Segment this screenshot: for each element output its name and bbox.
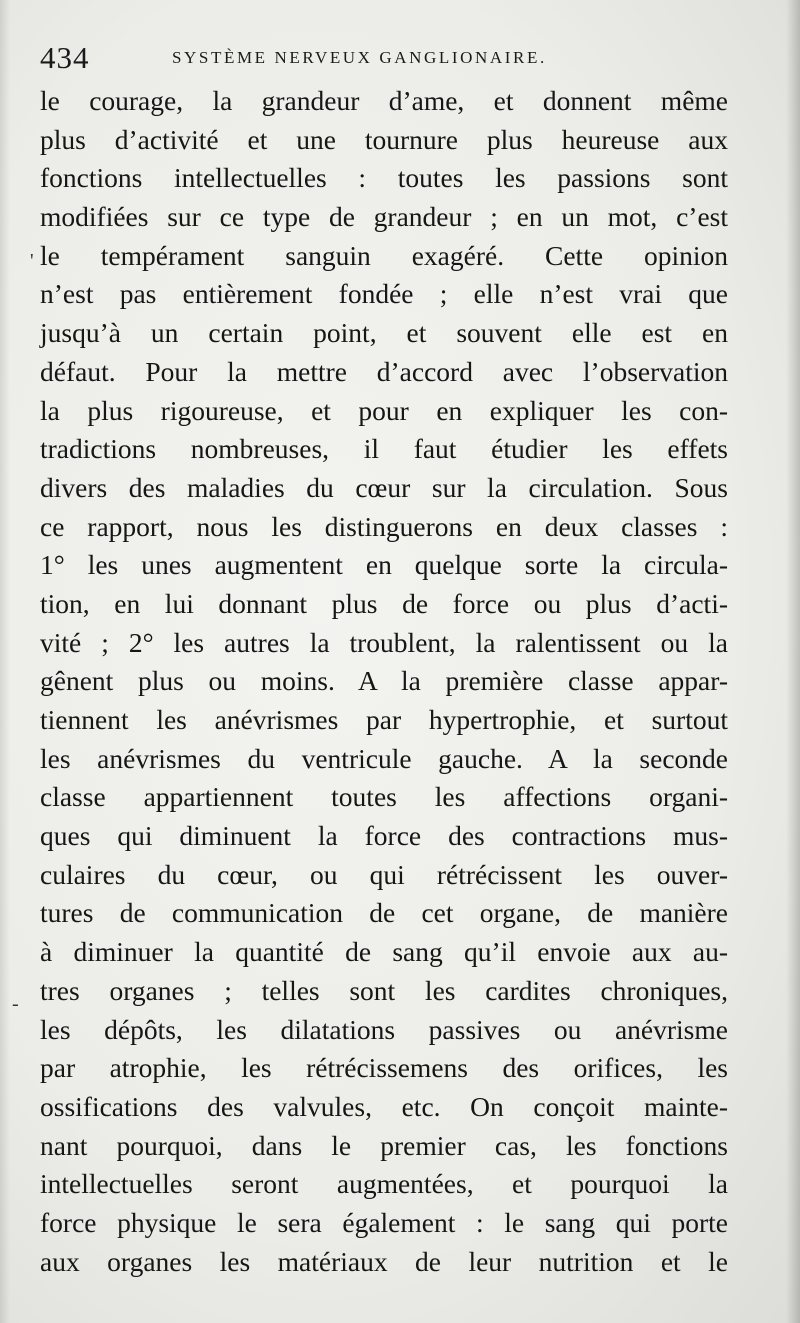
- text-line: tres organes ; telles sont les cardites chroniques,: [40, 974, 728, 1006]
- text-line: le courage, la grandeur d’ame, et donnent même: [40, 85, 728, 116]
- text-line: modifiées sur ce type de grandeur ; en un mot, c’est: [40, 201, 728, 233]
- text-line: à diminuer la quantité de sang qu’il envoie aux au-: [40, 936, 728, 968]
- text-line: n’est pas entièrement fondée ; elle n’est vrai que: [40, 278, 728, 310]
- page-header: [40, 40, 760, 80]
- margin-speck: -: [12, 993, 19, 1015]
- text-line: ques qui diminuent la force des contractions mus-: [40, 820, 728, 852]
- text-line: tures de communication de cet organe, de manière: [40, 897, 728, 929]
- gutter-shadow: [0, 0, 10, 1323]
- text-line: gênent plus ou moins. A la première classe appar-: [40, 665, 728, 697]
- text-line: 1° les unes augmentent en quelque sorte la circula-: [40, 549, 728, 581]
- text-line: tiennent les anévrismes par hypertrophie, et surtout: [40, 704, 728, 735]
- text-line: tion, en lui donnant plus de force ou plus d’acti-: [40, 587, 728, 619]
- page-number: 434: [40, 40, 90, 75]
- text-line: classe appartiennent toutes les affections organi-: [40, 781, 728, 813]
- text-line: les dépôts, les dilatations passives ou anévrisme: [40, 1013, 728, 1045]
- text-line: divers des maladies du cœur sur la circulation. Sous: [40, 471, 728, 503]
- text-line: ce rapport, nous les distinguerons en deux classes :: [40, 510, 728, 542]
- text-line: vité ; 2° les autres la troublent, la ralentissent ou la: [40, 626, 728, 658]
- text-line: fonctions intellectuelles : toutes les passions sont: [40, 162, 728, 194]
- text-line: jusqu’à un certain point, et souvent elle est en: [40, 317, 728, 349]
- text-line: plus d’activité et une tournure plus heureuse aux: [40, 123, 728, 155]
- text-line: les anévrismes du ventricule gauche. A la seconde: [40, 742, 728, 774]
- text-line: force physique le sera également : le sang qui porte: [40, 1206, 728, 1238]
- text-line: défaut. Pour la mettre d’accord avec l’observation: [40, 355, 728, 387]
- text-line: aux organes les matériaux de leur nutrition et le: [40, 1245, 728, 1277]
- margin-speck: ': [30, 250, 34, 272]
- text-line: nant pourquoi, dans le premier cas, les fonctions: [40, 1129, 728, 1161]
- text-line: ossifications des valvules, etc. On conçoit mainte-: [40, 1090, 728, 1122]
- text-line: la plus rigoureuse, et pour en expliquer les con-: [40, 394, 728, 426]
- body-text: [40, 82, 728, 1281]
- text-line: tradictions nombreuses, il faut étudier les effets: [40, 433, 728, 465]
- running-head: SYSTÈME NERVEUX GANGLIONAIRE.: [172, 48, 547, 67]
- page-edge-shadow: [786, 0, 800, 1323]
- text-line: culaires du cœur, ou qui rétrécissent les ouver-: [40, 858, 728, 890]
- text-line: intellectuelles seront augmentées, et pourquoi la: [40, 1168, 728, 1200]
- text-line: par atrophie, les rétrécissemens des orifices, les: [40, 1052, 728, 1084]
- text-line: le tempérament sanguin exagéré. Cette opinion: [40, 239, 728, 271]
